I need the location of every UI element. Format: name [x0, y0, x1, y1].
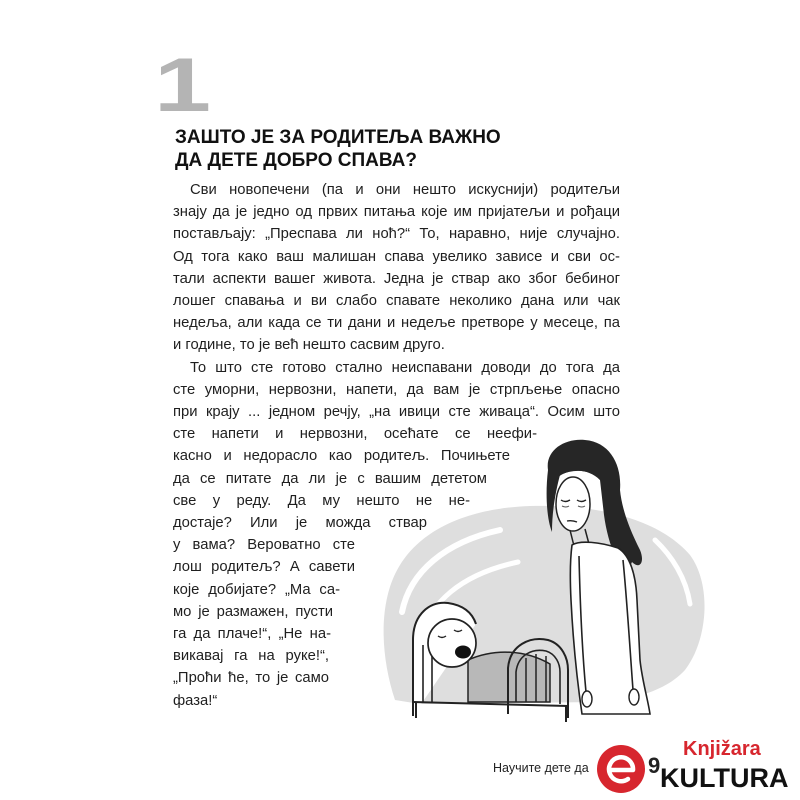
woman-face: [556, 477, 590, 531]
body-line: То што сте готово стално неиспавани доводи до тога да: [190, 359, 620, 376]
body-line: и године, то је већ нешто сасвим друго.: [173, 337, 445, 354]
body-line: Од тога како ваш малишан спава увелико зависе и сви ос-: [173, 248, 620, 265]
body-line: фаза!“: [173, 692, 218, 709]
body-line: сте напети и нервозни, осећате се неефи-: [173, 426, 537, 443]
body-line: касно и недорасло као родитељ. Почињете: [173, 448, 510, 465]
chapter-number: 1: [154, 43, 212, 128]
body-line: да се питате да ли је с вашим дететом: [173, 470, 487, 487]
body-line: достаје? Или је можда ствар: [173, 515, 427, 531]
body-line: тали аспекти вашег живота. Једна је ствар ако због бебиног: [173, 270, 620, 287]
body-line: све у реду. Да му нешто не не-: [173, 492, 470, 509]
body-line: у вама? Вероватно сте: [173, 537, 355, 554]
running-footer-title: Научите дете да: [493, 761, 589, 775]
woman-right-hand: [629, 689, 639, 705]
baby-crying-mouth: [455, 646, 471, 659]
watermark-kultura: KULTURA: [660, 763, 789, 793]
watermark-knjizara: Knjižara: [683, 738, 761, 760]
body-line: сте уморни, нервозни, напети, да вам је стрпљење опасно: [173, 381, 620, 398]
body-line: недеља, али када се ти дани и недеље претворе у месеце, па: [173, 315, 620, 332]
body-line: викавај га на руке!“,: [173, 648, 329, 665]
body-line: при крају ... једном речју, „на ивици сте живаца“. Осим што: [173, 404, 620, 420]
chapter-title-line-1: ЗАШТО ЈЕ ЗА РОДИТЕЉА ВАЖНО: [175, 127, 501, 148]
body-line: које добијате? „Ма са-: [173, 581, 340, 598]
chapter-title-line-2: ДА ДЕТЕ ДОБРО СПАВА?: [175, 150, 417, 171]
body-line: лош родитељ? А савети: [173, 559, 355, 576]
body-line: „Проћи ће, то је само: [173, 670, 329, 687]
body-line: га да плаче!“, „Не на-: [173, 626, 331, 642]
page-number: 9: [648, 753, 661, 778]
baby-head: [428, 619, 476, 667]
woman-left-hand: [582, 691, 592, 707]
body-line: постављају: „Преспава ли ноћ?“ То, наравно, није случајно.: [173, 226, 620, 243]
body-line: мо је размажен, пусти: [173, 603, 333, 620]
body-line: лошег спавања и ви слабо спавате неколико дана или чак: [173, 293, 620, 309]
body-line: Сви новопечени (па и они нешто искуснији) родитељи: [190, 182, 620, 198]
body-line: знају да је једно од првих питања које им пријатељи и рођаци: [173, 204, 620, 221]
